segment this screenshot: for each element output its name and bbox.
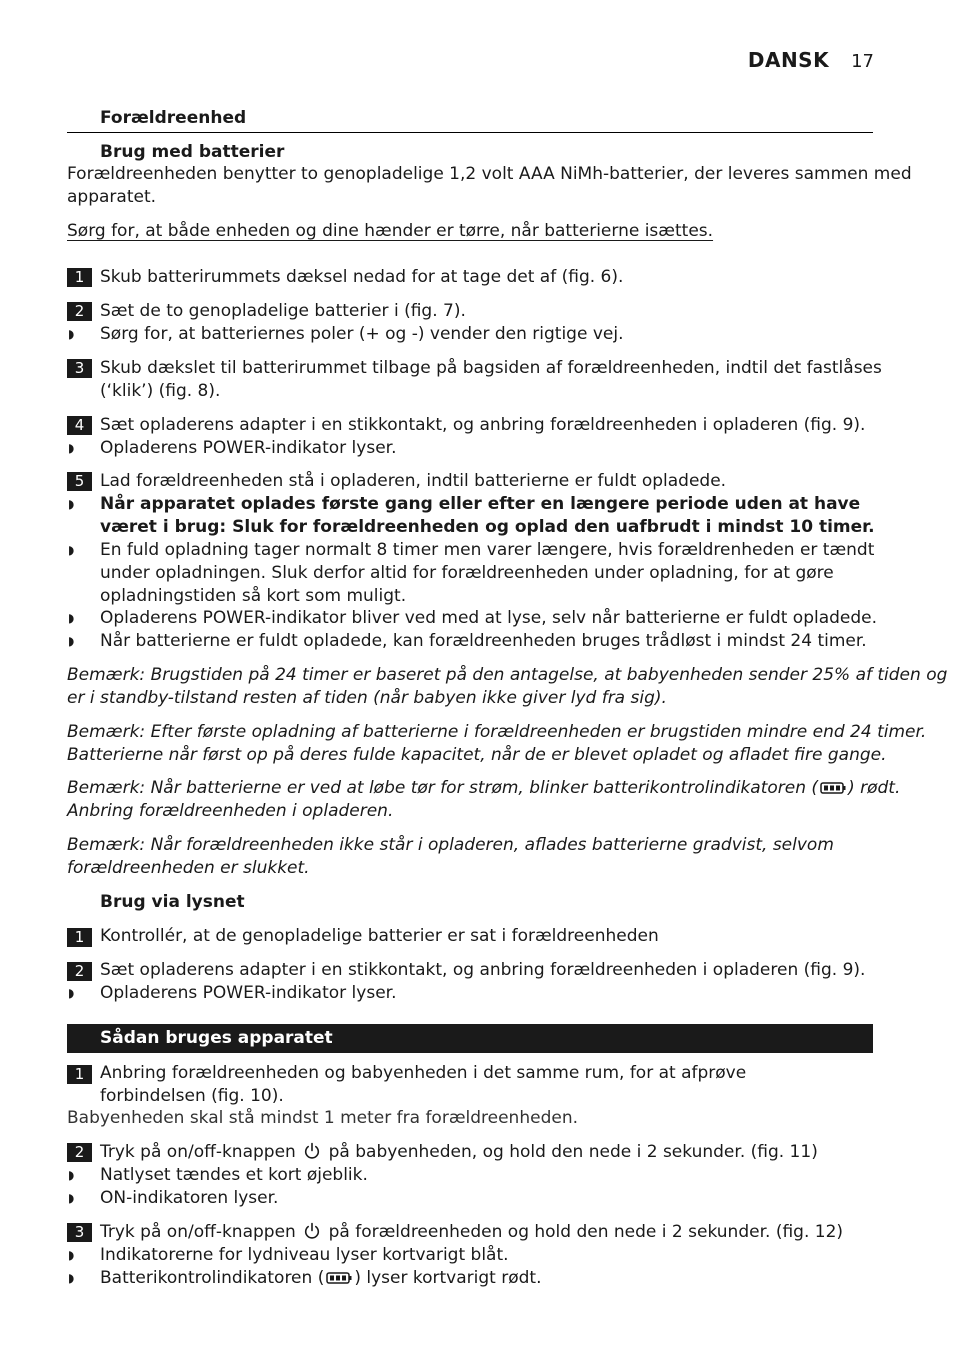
bullet-marker-icon: ◗ [68, 327, 75, 341]
step-note: Babyenheden skal stå mindst 1 meter fra forældreenheden. [67, 1108, 578, 1128]
bullet-marker-icon: ◗ [68, 611, 75, 625]
step-text [100, 1141, 818, 1164]
bullet-marker-icon: ◗ [68, 441, 75, 455]
power-icon [303, 1142, 321, 1160]
section-title-bar [67, 1024, 873, 1053]
step-text: (‘klik’) (fig. 8). [100, 381, 221, 401]
step-text: Anbring forældreenheden og babyenheden i det samme rum, for at afprøve [100, 1063, 747, 1083]
step-number: 3 [67, 1223, 92, 1242]
step-text: Sæt de to genopladelige batterier i (fig. 7). [100, 301, 466, 321]
note-text: Bemærk: Når forældreenheden ikke står i opladeren, aflades batterierne gradvist, selvom [67, 835, 834, 855]
step-text: Sæt opladerens adapter i en stikkontakt, og anbring forældreenheden i opladeren (fig. 9). [100, 415, 866, 435]
bullet-text: En fuld opladning tager normalt 8 timer men varer længere, hvis forældrenheden er tændt [100, 540, 875, 560]
section-title: Forældreenhed [100, 108, 247, 128]
bullet-marker-icon: ◗ [68, 497, 75, 511]
intro-text: apparatet. [67, 187, 157, 207]
bullet-marker-icon: ◗ [68, 1168, 75, 1182]
bullet-text: Når batterierne er fuldt opladede, kan forældreenheden bruges trådløst i mindst 24 timer. [100, 631, 867, 651]
bullet-text: opladningstiden så kort som muligt. [100, 586, 407, 606]
step-number: 2 [67, 962, 92, 981]
bullet-text: Opladerens POWER-indikator lyser. [100, 438, 397, 458]
page-header [748, 48, 874, 72]
note-text: Batterierne når først op på deres fulde kapacitet, når de er blevet opladet og afladet fire gange. [67, 745, 887, 765]
bullet-text-part: ) lyser kortvarigt rødt. [354, 1268, 542, 1288]
power-icon [303, 1222, 321, 1240]
step-text-part: på forældreenheden og hold den nede i 2 sekunder. (fig. 12) [328, 1222, 844, 1242]
bullet-text: under opladningen. Sluk derfor altid for forældreenheden under opladning, for at gøre [100, 563, 834, 583]
bullet-text: været i brug: Sluk for forældreenheden og oplad den uafbrudt i mindst 10 timer. [100, 517, 875, 537]
step-text [100, 1221, 843, 1244]
step-text: forbindelsen (fig. 10). [100, 1086, 284, 1106]
note-text: Anbring forældreenheden i opladeren. [67, 801, 394, 821]
note-text: Bemærk: Efter første opladning af batterierne i forældreenheden er brugstiden mindre end 24 timer. [67, 722, 927, 742]
bullet-marker-icon: ◗ [68, 1248, 75, 1262]
page-number: 17 [851, 51, 874, 72]
bullet-text: Når apparatet oplades første gang eller efter en længere periode uden at have [100, 494, 861, 514]
bullet-marker-icon: ◗ [68, 634, 75, 648]
warning-text: Sørg for, at både enheden og dine hænder er tørre, når batterierne isættes. [67, 221, 714, 241]
bullet-marker-icon: ◗ [68, 1271, 75, 1285]
step-number: 4 [67, 416, 92, 435]
bullet-text: Natlyset tændes et kort øjeblik. [100, 1165, 368, 1185]
bullet-text: Sørg for, at batteriernes poler (+ og -) vender den rigtige vej. [100, 324, 624, 344]
step-text-part: Tryk på on/off-knappen [100, 1142, 296, 1162]
note-text-part: Bemærk: Når batterierne er ved at løbe tør for strøm, blinker batterikontrolindikatoren ( [67, 778, 819, 798]
note-text: forældreenheden er slukket. [67, 858, 310, 878]
battery-icon [820, 782, 846, 794]
subsection-title: Brug via lysnet [100, 892, 245, 912]
step-number: 1 [67, 1065, 92, 1084]
step-number: 3 [67, 359, 92, 378]
step-text: Skub dækslet til batterirummet tilbage på bagsiden af forældreenheden, indtil det fastlåses [100, 358, 882, 378]
step-number: 2 [67, 1143, 92, 1162]
step-text-part: på babyenheden, og hold den nede i 2 sekunder. (fig. 11) [328, 1142, 818, 1162]
bullet-text: ON-indikatoren lyser. [100, 1188, 279, 1208]
note-text-part: ) rødt. [848, 778, 901, 798]
bullet-text-part: Batterikontrolindikatoren ( [100, 1268, 325, 1288]
step-number: 2 [67, 302, 92, 321]
bullet-marker-icon: ◗ [68, 543, 75, 557]
section-title: Sådan bruges apparatet [100, 1028, 333, 1048]
battery-icon [326, 1272, 352, 1284]
note-text: Bemærk: Brugstiden på 24 timer er baseret på den antagelse, at babyenheden sender 25% af tiden og [67, 665, 948, 685]
step-text: Kontrollér, at de genopladelige batterier er sat i forældreenheden [100, 926, 659, 946]
step-number: 5 [67, 472, 92, 491]
step-text: Sæt opladerens adapter i en stikkontakt, og anbring forældreenheden i opladeren (fig. 9). [100, 960, 866, 980]
bullet-text [100, 1267, 541, 1290]
bullet-text: Opladerens POWER-indikator lyser. [100, 983, 397, 1003]
subsection-title: Brug med batterier [100, 142, 285, 162]
language-label: DANSK [747, 48, 830, 72]
step-number: 1 [67, 268, 92, 287]
step-text-part: Tryk på on/off-knappen [100, 1222, 296, 1242]
note-text [67, 777, 900, 800]
intro-text: Forældreenheden benytter to genopladelige 1,2 volt AAA NiMh-batterier, der leveres sammen med [67, 164, 912, 184]
bullet-text: Indikatorerne for lydniveau lyser kortvarigt blåt. [100, 1245, 509, 1265]
bullet-text: Opladerens POWER-indikator bliver ved med at lyse, selv når batterierne er fuldt opladede. [100, 608, 878, 628]
section-divider [67, 132, 873, 133]
bullet-marker-icon: ◗ [68, 986, 75, 1000]
step-number: 1 [67, 928, 92, 947]
note-text: er i standby-tilstand resten af tiden (når babyen ikke giver lyd fra sig). [67, 688, 667, 708]
step-text: Skub batterirummets dæksel nedad for at tage det af (fig. 6). [100, 267, 624, 287]
bullet-marker-icon: ◗ [68, 1191, 75, 1205]
step-text: Lad forældreenheden stå i opladeren, indtil batterierne er fuldt opladede. [100, 471, 727, 491]
